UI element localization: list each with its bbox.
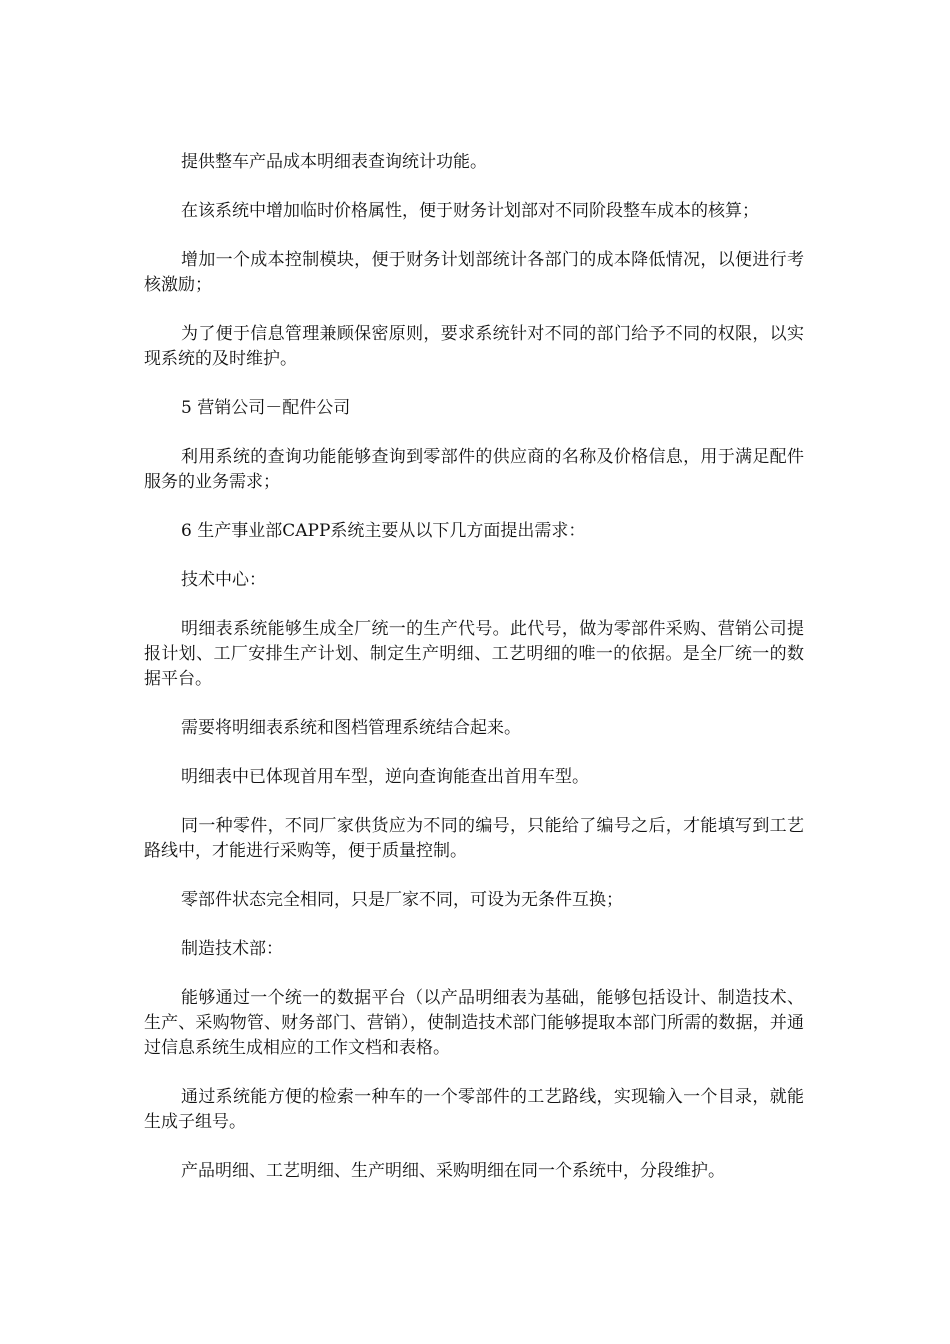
paragraph-permissions: 为了便于信息管理兼顾保密原则，要求系统针对不同的部门给予不同的权限，以实现系统的及时维护。 xyxy=(144,324,804,369)
paragraph-drawing-integration: 需要将明细表系统和图档管理系统结合起来。 xyxy=(181,718,521,738)
paragraph-supplier-query: 利用系统的查询功能能够查询到零部件的供应商的名称及价格信息，用于满足配件服务的业务需求； xyxy=(144,447,804,492)
paragraph-cost-control-module: 增加一个成本控制模块，便于财务计划部统计各部门的成本降低情况，以便进行考核激励； xyxy=(144,250,804,295)
paragraph-product-cost-query: 提供整车产品成本明细表查询统计功能。 xyxy=(181,152,487,172)
paragraph-unified-data-platform: 能够通过一个统一的数据平台（以产品明细表为基础，能够包括设计、制造技术、生产、采购物管、财务部门、营销），使制造技术部门能够提取本部门所需的数据，并通过信息系统生成相应的工作文档和表格。 xyxy=(144,988,804,1058)
paragraph-first-used-model: 明细表中已体现首用车型，逆向查询能查出首用车型。 xyxy=(181,767,589,787)
paragraph-production-code: 明细表系统能够生成全厂统一的生产代号。此代号，做为零部件采购、营销公司提报计划、工厂安排生产计划、制定生产明细、工艺明细的唯一的依据。是全厂统一的数据平台。 xyxy=(144,619,804,689)
section-heading-marketing-parts: 5 营销公司－配件公司 xyxy=(181,398,351,418)
paragraph-supplier-numbering: 同一种零件，不同厂家供货应为不同的编号，只能给了编号之后，才能填写到工艺路线中，才能进行采购等，便于质量控制。 xyxy=(144,816,804,861)
subheading-manufacturing-technology: 制造技术部： xyxy=(181,939,283,959)
paragraph-process-route-search: 通过系统能方便的检索一种车的一个零部件的工艺路线，实现输入一个目录，就能生成子组号。 xyxy=(144,1087,804,1132)
section-heading-capp-requirements: 6 生产事业部CAPP系统主要从以下几方面提出需求： xyxy=(181,521,586,541)
subheading-technology-center: 技术中心： xyxy=(181,570,266,590)
document-body xyxy=(144,150,804,1208)
paragraph-temporary-price: 在该系统中增加临时价格属性，便于财务计划部对不同阶段整车成本的核算； xyxy=(181,201,759,221)
paragraph-interchangeable-parts: 零部件状态完全相同，只是厂家不同，可设为无条件互换； xyxy=(181,890,623,910)
paragraph-segmented-maintenance: 产品明细、工艺明细、生产明细、采购明细在同一个系统中，分段维护。 xyxy=(181,1161,725,1181)
